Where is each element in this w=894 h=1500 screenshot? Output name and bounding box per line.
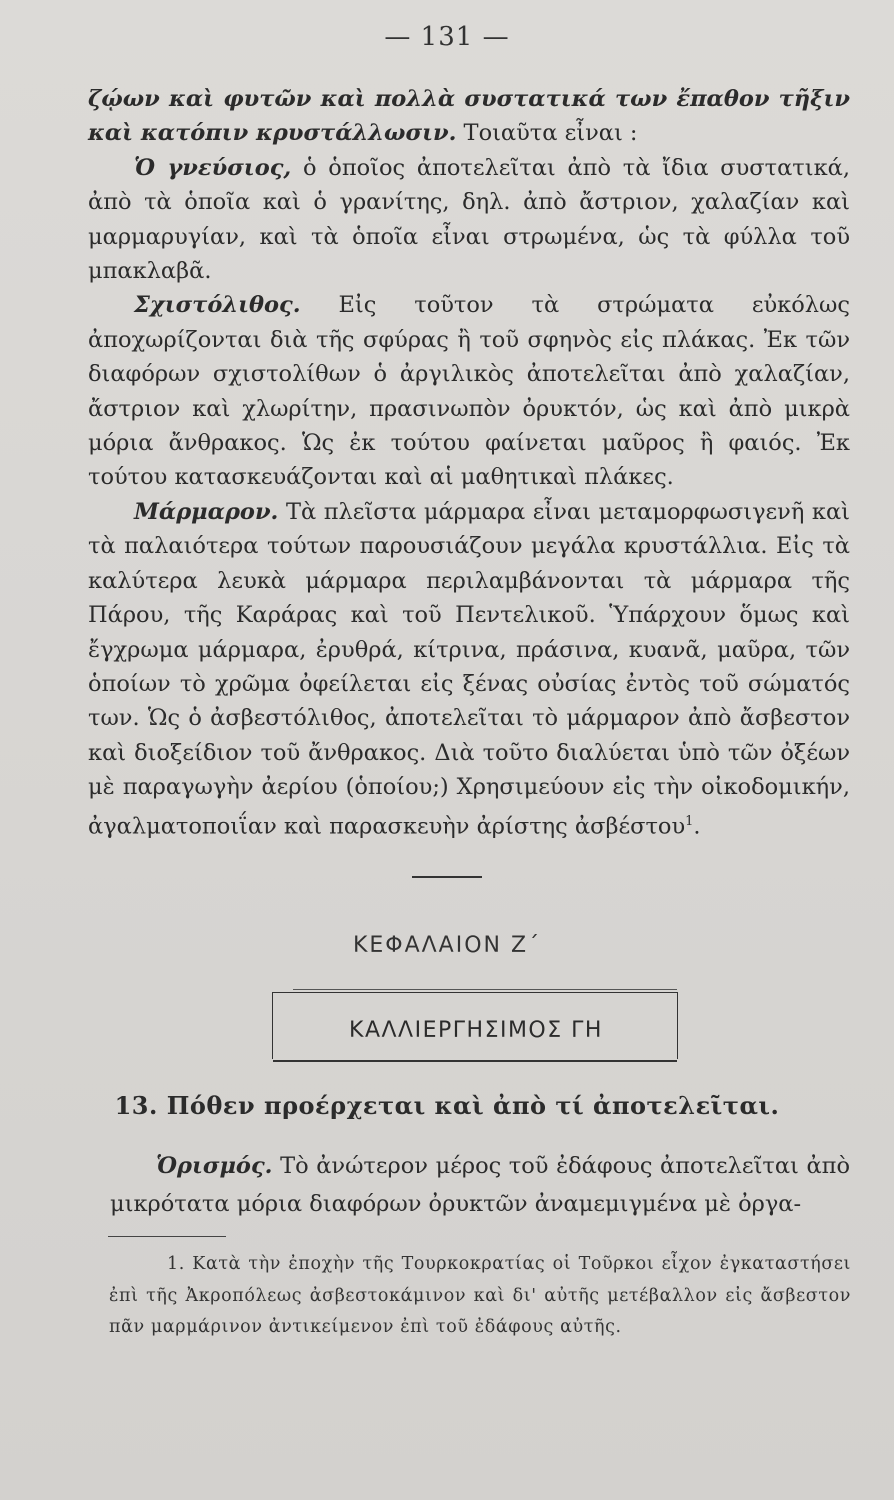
chapter-title: ΚΑΛΛΙΕΡΓΗΣΙΜΟΣ ΓΗ: [349, 1018, 603, 1043]
footnote-ref: 1: [685, 813, 694, 829]
footnote-divider: [108, 1236, 226, 1237]
italic-bold-text: ζῴων καὶ φυτῶν καὶ πολλὰ συστατικά των ἔπαθον τῆξιν καὶ κατόπιν κρυστάλλωσιν.: [88, 86, 850, 147]
section-heading: 13. Πόθεν προέρχεται καὶ ἀπὸ τί ἀποτελεῖται.: [114, 1091, 780, 1120]
paragraph-text: Τὰ πλεῖστα μάρμαρα εἶναι μεταμορφωσιγενῆ καὶ τὰ παλαιότερα τούτων παρουσιάζουν μεγάλα κρυστάλλια. Εἰς τὰ καλύτερα λευκὰ μάρμαρα περιλαμβάνονται τὰ μάρμαρα τῆς Πάρου, τῆς Καράρας καὶ τοῦ Πεντελικοῦ. Ὑπάρχουν ὅμως καὶ ἔγχρωμα μάρμαρα, ἐρυθρά, κίτρινα, πράσινα, κυανᾶ, μαῦρα, τῶν ὁποίων τὸ χρῶμα ὀφείλεται εἰς ξένας οὐσίας ἐντὸς τοῦ σώματός των. Ὡς ὁ ἀσβεστόλιθος, ἀποτελεῖται τὸ μάρμαρον ἀπὸ ἄσβεστον καὶ διοξείδιον τοῦ ἄνθρακος. Διὰ τοῦτο διαλύεται ὑπὸ τῶν ὀξέων μὲ παραγωγὴν ἀερίου (ὁποίου;) Χρησιμεύουν εἰς τὴν οἰκοδομικήν, ἀγαλματοποιΐαν καὶ παρασκευὴν ἀρίστης ἀσβέστου: [88, 498, 850, 840]
term-definition: Ὁρισμός.: [156, 1153, 273, 1179]
frame-bottom-line: [273, 1060, 677, 1062]
paragraph-marble: [88, 495, 850, 844]
term-gneiss: Ὁ γνεύσιος,: [134, 154, 292, 181]
footnote: [109, 1249, 851, 1344]
paragraph-end: .: [693, 813, 701, 840]
paragraph-1: [88, 82, 850, 151]
paragraph-text: ὁ ὁποῖος ἀποτελεῖται ἀπὸ τὰ ἴδια συστατικά, ἀπὸ τὰ ὁποῖα καὶ ὁ γρανίτης, δηλ. ἀπὸ ἄστριον, χαλαζίαν καὶ μαρμαρυγίαν, καὶ τὰ ὁποῖα εἶναι στρωμένα, ὡς τὰ φύλλα τοῦ μπακλαβᾶ.: [88, 154, 850, 285]
page-number: — 131 —: [384, 22, 510, 52]
term-schist: Σχιστόλιθος.: [134, 292, 301, 319]
paragraph-gneiss: [88, 151, 850, 289]
paragraph-text: Τὸ ἀνώτερον μέρος τοῦ ἐδάφους ἀποτελεῖται ἀπὸ μικρότατα μόρια διαφόρων ὀρυκτῶν ἀναμεμιγμένα μὲ ὀργα-: [110, 1153, 850, 1217]
paragraph-text: Τοιαῦτα εἶναι :: [456, 120, 638, 147]
chapter-label: ΚΕΦΑΛΑΙΟΝ Ζ΄: [352, 933, 542, 958]
paragraph-definition: [110, 1147, 850, 1223]
term-marble: Μάρμαρον.: [134, 498, 279, 525]
footnote-text: 1. Κατὰ τὴν ἐποχὴν τῆς Τουρκοκρατίας οἱ Τοῦρκοι εἶχον ἐγκαταστήσει ἐπὶ τῆς Ἀκροπόλεως ἀσβεστοκάμινον καὶ δι' αὐτῆς μετέβαλλον εἰς ἄσβεστον πᾶν μαρμάρινον ἀντικείμενον ἐπὶ τοῦ ἐδάφους αὐτῆς.: [109, 1254, 851, 1337]
section-divider: [412, 876, 482, 878]
section-body: [110, 1147, 850, 1223]
frame-top-line: [293, 989, 677, 990]
paragraph-text: Εἰς τοῦτον τὰ στρώματα εὐκόλως ἀποχωρίζονται διὰ τῆς σφύρας ἢ τοῦ σφηνὸς εἰς πλάκας. Ἐκ τῶν διαφόρων σχιστολίθων ὁ ἀργιλικὸς ἀποτελεῖται ἀπὸ χαλαζίαν, ἄστριον καὶ χλωρίτην, πρασινωπὸν ὀρυκτόν, ὡς καὶ ἀπὸ μικρὰ μόρια ἄνθρακος. Ὡς ἐκ τούτου φαίνεται μαῦρος ἢ φαιός. Ἐκ τούτου κατασκευάζονται καὶ αἱ μαθητικαὶ πλάκες.: [88, 292, 850, 491]
paragraph-schist: [88, 288, 850, 494]
main-text: [88, 82, 850, 843]
